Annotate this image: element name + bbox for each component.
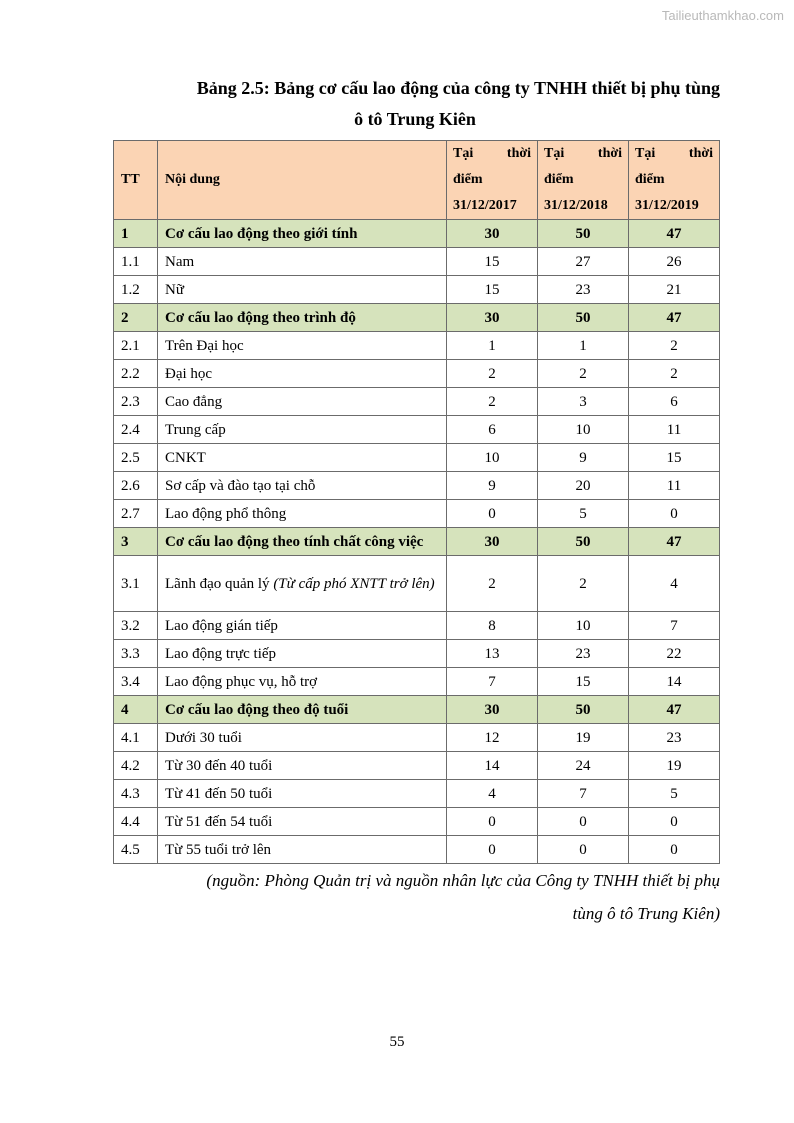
row-value-2018: 20	[538, 472, 629, 500]
table-row	[114, 752, 720, 780]
row-value-2017: 4	[447, 780, 538, 808]
row-value-2017: 13	[447, 640, 538, 668]
row-value-2019: 11	[629, 472, 720, 500]
header-year-word: thời	[506, 146, 531, 161]
table-group-row	[114, 528, 720, 556]
header-content: Nội dung	[158, 141, 447, 220]
row-value-2017: 12	[447, 724, 538, 752]
row-value-2017: 30	[447, 696, 538, 724]
row-label: Nam	[158, 248, 447, 276]
row-label: Cao đẳng	[158, 388, 447, 416]
row-tt: 4.2	[114, 752, 158, 780]
row-label: Cơ cấu lao động theo trình độ	[158, 304, 447, 332]
row-value-2019: 0	[629, 500, 720, 528]
row-value-2018: 10	[538, 612, 629, 640]
row-value-2019: 6	[629, 388, 720, 416]
row-value-2018: 3	[538, 388, 629, 416]
row-label-text: Lãnh đạo quản lý	[165, 575, 270, 592]
header-year-2018	[538, 141, 629, 220]
row-value-2018: 23	[538, 640, 629, 668]
table-row	[114, 276, 720, 304]
row-value-2019: 11	[629, 416, 720, 444]
row-label: Trên Đại học	[158, 332, 447, 360]
row-value-2019: 2	[629, 360, 720, 388]
header-year-2019	[629, 141, 720, 220]
row-tt: 3.1	[114, 556, 158, 612]
row-value-2017: 10	[447, 444, 538, 472]
header-year-word: điểm	[544, 172, 574, 187]
table-group-row	[114, 220, 720, 248]
row-label: Từ 51 đến 54 tuổi	[158, 808, 447, 836]
header-year-word: Tại	[635, 146, 656, 161]
row-value-2019: 23	[629, 724, 720, 752]
row-value-2018: 50	[538, 220, 629, 248]
table-row	[114, 836, 720, 864]
row-value-2019: 0	[629, 808, 720, 836]
row-value-2018: 50	[538, 696, 629, 724]
table-row	[114, 388, 720, 416]
table-row	[114, 444, 720, 472]
row-value-2019: 47	[629, 528, 720, 556]
header-year-2017	[447, 141, 538, 220]
table-row	[114, 248, 720, 276]
row-value-2017: 0	[447, 808, 538, 836]
row-value-2018: 10	[538, 416, 629, 444]
row-value-2019: 7	[629, 612, 720, 640]
row-label: Lao động phục vụ, hỗ trợ	[158, 668, 447, 696]
row-tt: 4.5	[114, 836, 158, 864]
row-value-2017: 2	[447, 556, 538, 612]
row-value-2019: 47	[629, 220, 720, 248]
row-value-2019: 5	[629, 780, 720, 808]
row-value-2017: 30	[447, 220, 538, 248]
row-value-2017: 30	[447, 528, 538, 556]
row-value-2018: 27	[538, 248, 629, 276]
table-row	[114, 808, 720, 836]
row-value-2017: 15	[447, 276, 538, 304]
row-value-2019: 0	[629, 836, 720, 864]
row-value-2018: 50	[538, 528, 629, 556]
row-value-2018: 2	[538, 360, 629, 388]
row-tt: 2.2	[114, 360, 158, 388]
row-value-2017: 0	[447, 836, 538, 864]
row-value-2017: 6	[447, 416, 538, 444]
row-value-2018: 24	[538, 752, 629, 780]
table-row	[114, 556, 720, 612]
row-value-2018: 9	[538, 444, 629, 472]
row-value-2017: 9	[447, 472, 538, 500]
header-year-date: 31/12/2018	[544, 198, 608, 213]
row-label: Cơ cấu lao động theo tính chất công việc	[158, 528, 447, 556]
row-value-2017: 7	[447, 668, 538, 696]
header-year-word: điểm	[453, 172, 483, 187]
row-value-2019: 4	[629, 556, 720, 612]
row-value-2019: 26	[629, 248, 720, 276]
row-value-2018: 23	[538, 276, 629, 304]
row-tt: 2.5	[114, 444, 158, 472]
row-value-2019: 22	[629, 640, 720, 668]
row-value-2019: 47	[629, 304, 720, 332]
table-title-line-1: Bảng 2.5: Bảng cơ cấu lao động của công ty TNHH thiết bị phụ tùng	[196, 78, 720, 98]
row-label: Dưới 30 tuổi	[158, 724, 447, 752]
table-row	[114, 332, 720, 360]
row-value-2019: 19	[629, 752, 720, 780]
row-tt: 4.3	[114, 780, 158, 808]
row-label: Lao động gián tiếp	[158, 612, 447, 640]
row-value-2017: 14	[447, 752, 538, 780]
table-group-row	[114, 696, 720, 724]
table-row	[114, 472, 720, 500]
row-label: CNKT	[158, 444, 447, 472]
row-tt: 1.2	[114, 276, 158, 304]
row-label: Cơ cấu lao động theo giới tính	[158, 220, 447, 248]
table-title-line-2: ô tô Trung Kiên	[354, 109, 476, 129]
row-value-2018: 5	[538, 500, 629, 528]
header-year-date: 31/12/2019	[635, 198, 699, 213]
row-tt: 2	[114, 304, 158, 332]
header-year-word: thời	[688, 146, 713, 161]
table-row	[114, 640, 720, 668]
row-value-2018: 2	[538, 556, 629, 612]
row-tt: 4.4	[114, 808, 158, 836]
row-value-2018: 7	[538, 780, 629, 808]
row-tt: 2.3	[114, 388, 158, 416]
row-tt: 2.6	[114, 472, 158, 500]
labor-structure-table	[113, 140, 720, 864]
row-value-2019: 21	[629, 276, 720, 304]
header-year-word: điểm	[635, 172, 665, 187]
row-value-2018: 50	[538, 304, 629, 332]
row-tt: 1	[114, 220, 158, 248]
table-row	[114, 724, 720, 752]
header-year-word: Tại	[544, 146, 565, 161]
row-value-2017: 2	[447, 360, 538, 388]
table-row	[114, 500, 720, 528]
row-label: Từ 41 đến 50 tuổi	[158, 780, 447, 808]
row-tt: 4	[114, 696, 158, 724]
row-label: Cơ cấu lao động theo độ tuổi	[158, 696, 447, 724]
row-tt: 2.1	[114, 332, 158, 360]
row-value-2017: 1	[447, 332, 538, 360]
watermark: Tailieuthamkhao.com	[661, 8, 784, 23]
row-tt: 3	[114, 528, 158, 556]
row-tt: 2.4	[114, 416, 158, 444]
table-row	[114, 612, 720, 640]
header-tt: TT	[114, 141, 158, 220]
row-value-2018: 1	[538, 332, 629, 360]
row-value-2018: 0	[538, 808, 629, 836]
row-value-2017: 8	[447, 612, 538, 640]
table-row	[114, 780, 720, 808]
row-label: Đại học	[158, 360, 447, 388]
row-tt: 3.3	[114, 640, 158, 668]
row-value-2018: 0	[538, 836, 629, 864]
row-label-note: (Từ cấp phó XNTT trở lên)	[273, 575, 435, 592]
row-value-2017: 2	[447, 388, 538, 416]
row-value-2017: 30	[447, 304, 538, 332]
page-number: 55	[389, 1034, 405, 1050]
row-value-2017: 0	[447, 500, 538, 528]
header-year-word: thời	[597, 146, 622, 161]
row-value-2019: 14	[629, 668, 720, 696]
row-value-2018: 19	[538, 724, 629, 752]
row-label: Từ 55 tuổi trở lên	[158, 836, 447, 864]
row-tt: 4.1	[114, 724, 158, 752]
row-value-2017: 15	[447, 248, 538, 276]
row-label: Từ 30 đến 40 tuổi	[158, 752, 447, 780]
row-label	[158, 556, 447, 612]
row-tt: 3.4	[114, 668, 158, 696]
row-value-2019: 2	[629, 332, 720, 360]
row-label: Nữ	[158, 276, 447, 304]
source-note-line-2: tùng ô tô Trung Kiên)	[572, 904, 720, 923]
header-year-word: Tại	[453, 146, 474, 161]
row-value-2019: 15	[629, 444, 720, 472]
row-label: Lao động trực tiếp	[158, 640, 447, 668]
row-tt: 1.1	[114, 248, 158, 276]
table-group-row	[114, 304, 720, 332]
row-label: Trung cấp	[158, 416, 447, 444]
source-note-line-1: (nguồn: Phòng Quản trị và nguồn nhân lực của Công ty TNHH thiết bị phụ	[206, 871, 720, 890]
row-tt: 2.7	[114, 500, 158, 528]
table-row	[114, 416, 720, 444]
header-year-date: 31/12/2017	[453, 198, 517, 213]
table-row	[114, 668, 720, 696]
row-label: Lao động phổ thông	[158, 500, 447, 528]
row-value-2019: 47	[629, 696, 720, 724]
row-label: Sơ cấp và đào tạo tại chỗ	[158, 472, 447, 500]
row-tt: 3.2	[114, 612, 158, 640]
row-value-2018: 15	[538, 668, 629, 696]
table-header-row	[114, 141, 720, 220]
table-row	[114, 360, 720, 388]
